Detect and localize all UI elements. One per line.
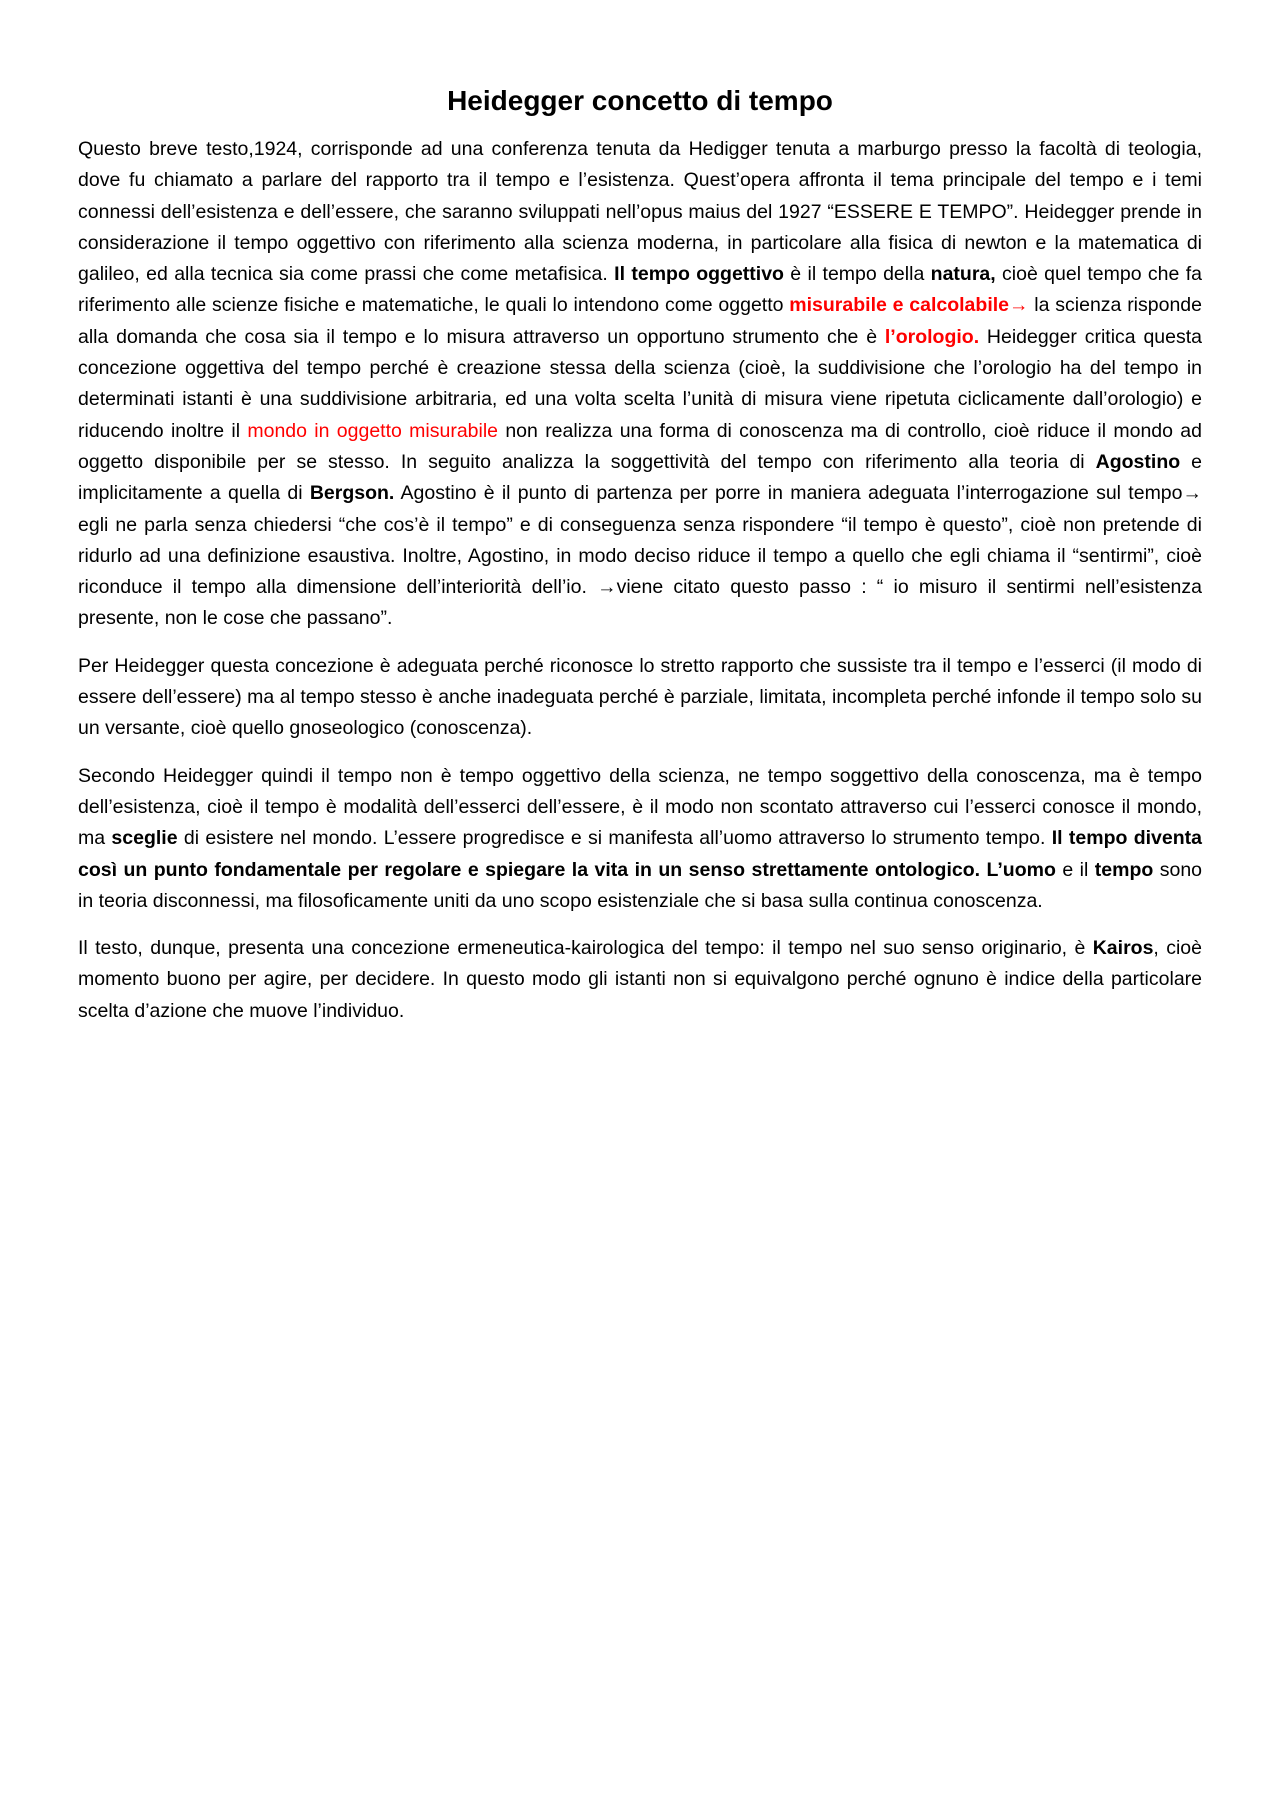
text-run: sceglie <box>111 827 178 850</box>
text-run: Il tempo diventa così un punto fondamentale per regolare e spiegare la vita in un senso strettamente ontologico. <box>78 827 1202 881</box>
document-page <box>78 78 1202 1043</box>
text-run: Bergson. <box>309 482 395 505</box>
text-run: Secondo Heidegger quindi il tempo non è tempo oggettivo della scienza, ne tempo soggettivo della conoscenza, ma è tempo dell’esistenza, cioè il tempo è modalità dell’esserci dell’essere, è il modo non scontato attraverso cui l’esserci conosce il mondo, ma <box>78 764 1202 850</box>
text-run: Kairos <box>1092 937 1154 960</box>
text-run: di esistere nel mondo. L’essere progredisce e si manifesta all’uomo attraverso lo strumento tempo. <box>177 827 1052 850</box>
text-run: Il testo, dunque, presenta una concezione ermeneutica-kairologica del tempo: il tempo nel suo senso originario, è <box>78 937 1093 960</box>
text-run: Agostino è il punto di partenza per porre in maniera adeguata l’interrogazione sul tempo <box>394 482 1183 505</box>
text-run: tempo <box>1094 858 1154 881</box>
text-run: non realizza una forma di conoscenza ma di controllo, cioè riduce il mondo ad oggetto disponibile per se stesso. In seguito analizza la soggettività del tempo con riferimento alla teoria di <box>78 419 1202 473</box>
text-run: Questo breve testo,1924, corrisponde ad una conferenza tenuta da Hedigger tenuta a marburgo presso la facoltà di teologia, dove fu chiamato a parlare del rapporto tra il tempo e l’esistenza. Quest’opera affronta il tema principale del tempo e i temi connessi dell’esistenza e dell’essere, che saranno sviluppati nell’opus maius del 1927 “ESSERE E TEMPO”. Heidegger prende in considerazione il tempo oggettivo con riferimento alla scienza moderna, in particolare alla fisica di newton e la matematica di galileo, ed alla tecnica sia come prassi che come metafisica. <box>78 138 1202 286</box>
text-run: misurabile e calcolabile <box>789 294 1009 317</box>
text-run: → <box>1009 294 1029 317</box>
text-run: e il <box>1055 858 1095 881</box>
paragraph-1 <box>78 134 1202 635</box>
text-run: egli ne parla senza chiedersi “che cos’è il tempo” e di conseguenza senza rispondere “il tempo è questo”, cioè non pretende di ridurlo ad una definizione esaustiva. Inoltre, Agostino, in modo deciso riduce il tempo a quello che egli chiama il “sentirmi”, cioè riconduce il tempo alla dimensione dell’interiorità dell’io. <box>78 513 1202 599</box>
paragraph-4 <box>78 933 1202 1027</box>
text-run: → <box>597 576 617 599</box>
text-run: e implicitamente a quella di <box>78 450 1203 505</box>
text-run: l’orologio. <box>884 325 980 348</box>
text-run: sono in teoria disconnessi, ma filosoficamente uniti da uno scopo esistenziale che si basa sulla continua conoscenza. <box>78 858 1203 912</box>
text-run: mondo in oggetto misurabile <box>247 419 499 442</box>
text-run: viene citato questo passo : “ io misuro il sentirmi nell’esistenza presente, non le cose che passano”. <box>78 576 1202 630</box>
text-run: L’uomo <box>986 858 1056 881</box>
text-run: Il tempo oggettivo <box>614 263 784 286</box>
paragraph-2 <box>78 651 1202 745</box>
text-run: Heidegger critica questa concezione oggettiva del tempo perché è creazione stessa della scienza (cioè, la suddivisione che l’orologio ha del tempo in determinati istanti è una suddivisione arbitraria, ed una volta scelta l’unità di misura viene ripetuta ciclicamente dall’orologio) e riducendo inoltre il <box>78 325 1203 442</box>
paragraph-3 <box>78 761 1202 917</box>
text-run: Per Heidegger questa concezione è adeguata perché riconosce lo stretto rapporto che sussiste tra il tempo e l’esserci (il modo di essere dell’essere) ma al tempo stesso è anche inadeguata perché è parziale, limitata, incompleta perché infonde il tempo solo su un versante, cioè quello gnoseologico (conoscenza). <box>78 654 1202 740</box>
text-run: → <box>1182 482 1202 505</box>
text-run: è il tempo della <box>783 263 931 286</box>
document-title: Heidegger concetto di tempo <box>447 85 833 116</box>
text-run: cioè quel tempo che fa riferimento alle scienze fisiche e matematiche, le quali lo intendono come oggetto <box>78 263 1202 317</box>
text-run: , cioè momento buono per agire, per decidere. In questo modo gli istanti non si equivalgono perché ognuno è indice della particolare scelta d’azione che muove l’individuo. <box>78 937 1203 1022</box>
text-run: natura, <box>930 263 996 286</box>
text-run: Agostino <box>1095 450 1181 473</box>
text-run: la scienza risponde alla domanda che cosa sia il tempo e lo misura attraverso un opportuno strumento che è <box>78 294 1202 348</box>
